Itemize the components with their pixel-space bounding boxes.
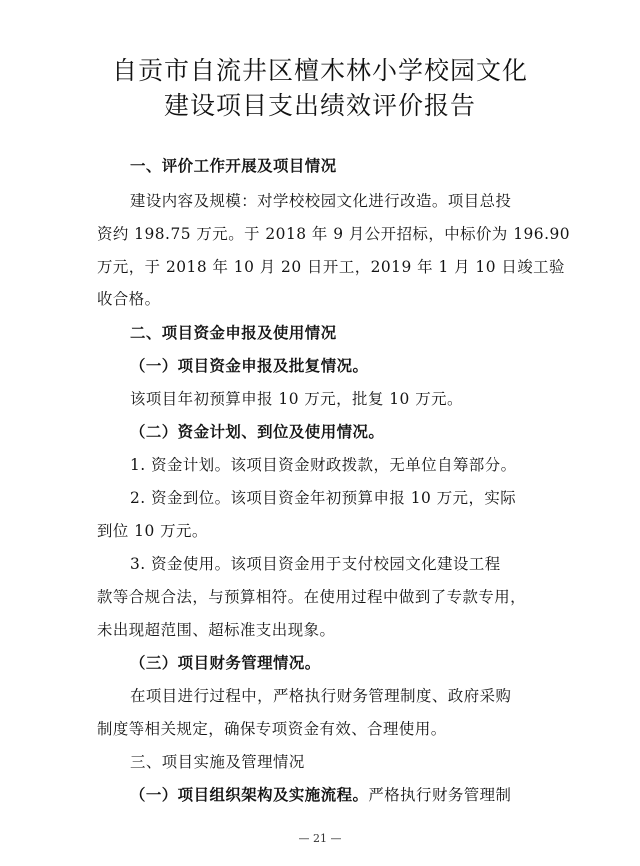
- section-3-1-paragraph: [130, 785, 511, 805]
- paragraph-line: 到位 10 万元。: [97, 522, 208, 540]
- section-2-2-heading: （二）资金计划、到位及使用情况。: [130, 423, 385, 441]
- paragraph-line: 2. 资金到位。该项目资金年初预算申报 10 万元，实际: [130, 489, 517, 507]
- paragraph-line: 收合格。: [97, 290, 161, 308]
- section-2-1-heading: （一）项目资金申报及批复情况。: [130, 357, 369, 375]
- section-1-heading: 一、评价工作开展及项目情况: [130, 157, 337, 175]
- paragraph-line: 制度等相关规定，确保专项资金有效、合理使用。: [97, 720, 447, 738]
- paragraph-line: 3. 资金使用。该项目资金用于支付校园文化建设工程: [130, 555, 501, 573]
- paragraph-line: 建设内容及规模：对学校校园文化进行改造。项目总投: [130, 192, 512, 210]
- paragraph-line: 款等合规合法，与预算相符。在使用过程中做到了专款专用，: [97, 588, 527, 606]
- paragraph-line: 该项目年初预算申报 10 万元，批复 10 万元。: [130, 390, 463, 408]
- section-2-heading: 二、项目资金申报及使用情况: [130, 324, 337, 342]
- section-3-heading: 三、项目实施及管理情况: [130, 753, 305, 771]
- page-number: — 21 —: [298, 832, 342, 845]
- section-2-3-heading: （三）项目财务管理情况。: [130, 654, 321, 672]
- document-title-line-1: 自贡市自流井区檀木林小学校园文化: [111, 56, 528, 85]
- paragraph-line: 未出现超范围、超标准支出现象。: [97, 621, 336, 639]
- section-3-1-heading: （一）项目组织架构及实施流程。: [130, 786, 369, 804]
- section-3-1-text: 严格执行财务管理制: [368, 786, 512, 804]
- paragraph-line: 资约 198.75 万元。于 2018 年 9 月公开招标，中标价为 196.90: [97, 225, 571, 243]
- document-title-line-2: 建设项目支出绩效评价报告: [163, 91, 476, 120]
- paragraph-line: 在项目进行过程中，严格执行财务管理制度、政府采购: [130, 687, 512, 705]
- paragraph-line: 1. 资金计划。该项目资金财政拨款，无单位自筹部分。: [130, 456, 517, 474]
- paragraph-line: 万元，于 2018 年 10 月 20 日开工，2019 年 1 月 10 日竣工验: [97, 258, 565, 276]
